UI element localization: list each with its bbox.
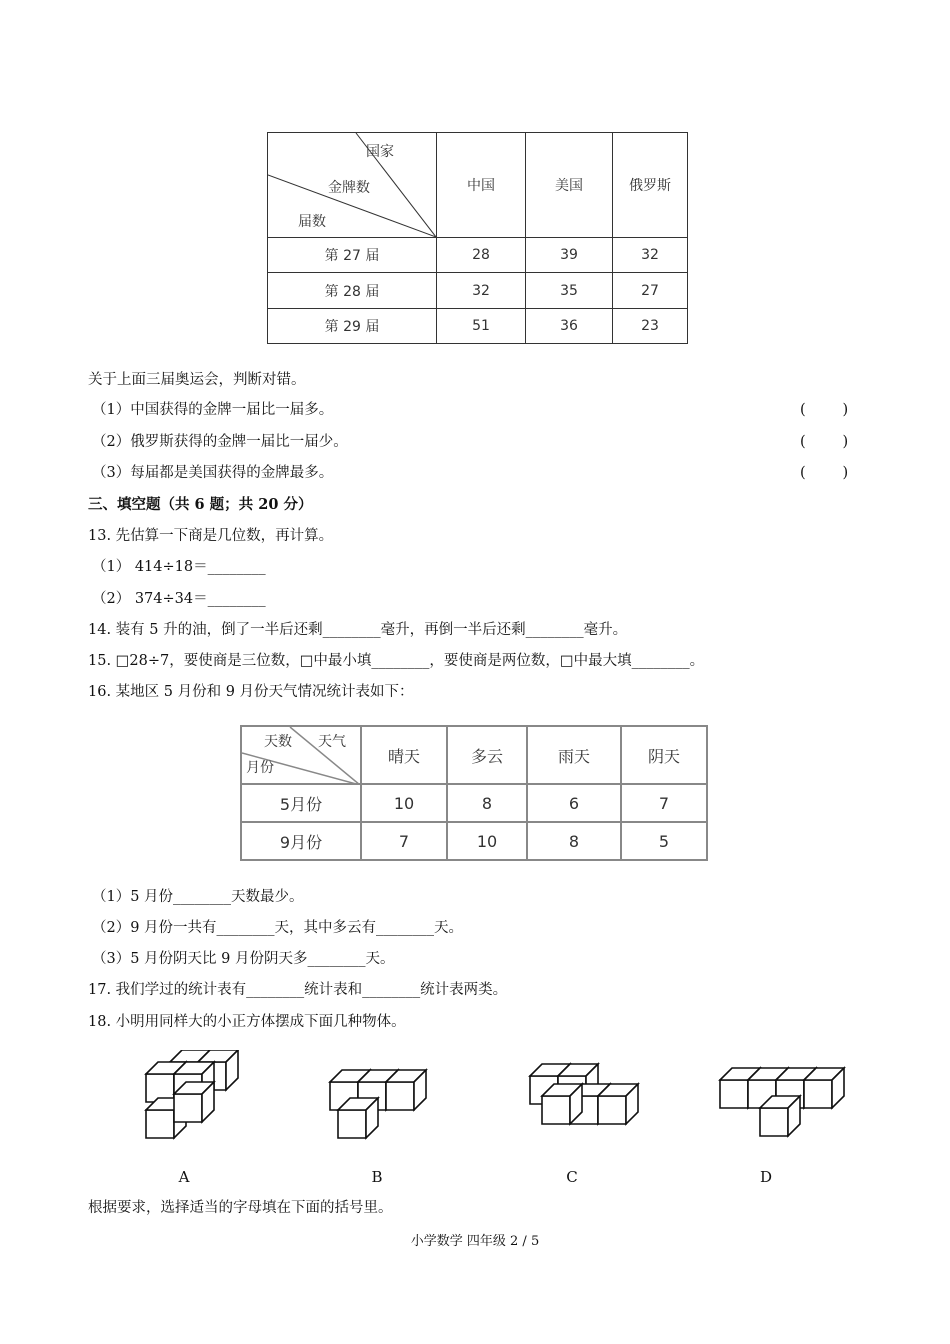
page-footer: 小学数学 四年级 2 / 5 bbox=[410, 1234, 540, 1249]
answer-paren[interactable]: ( ) bbox=[800, 434, 849, 450]
q18-stem: 18. 小明用同样大的小正方体摆成下面几种物体。 bbox=[88, 1014, 406, 1030]
cube-figures bbox=[130, 1050, 850, 1150]
row-label: 5月份 bbox=[241, 784, 361, 822]
q12-item-1: （1）中国获得的金牌一届比一届多。 bbox=[92, 402, 334, 418]
header-country: 国家 bbox=[366, 144, 394, 160]
q13-item-2: （2） 374÷34＝________ bbox=[92, 591, 266, 607]
table-cell: 6 bbox=[527, 784, 621, 822]
answer-paren[interactable]: ( ) bbox=[800, 465, 849, 481]
table-cell: 23 bbox=[613, 309, 688, 344]
header-days: 天数 bbox=[264, 734, 292, 750]
weather-table bbox=[240, 725, 708, 861]
header-medals: 金牌数 bbox=[328, 180, 370, 196]
caption-d: D bbox=[759, 1168, 773, 1186]
column-header: 阴天 bbox=[621, 726, 707, 784]
q17: 17. 我们学过的统计表有________统计表和________统计表两类。 bbox=[88, 982, 508, 998]
table-cell: 8 bbox=[527, 822, 621, 860]
table-cell: 5 bbox=[621, 822, 707, 860]
caption-a: A bbox=[178, 1168, 190, 1186]
q14: 14. 装有 5 升的油，倒了一半后还剩________毫升，再倒一半后还剩________毫升。 bbox=[88, 622, 628, 638]
column-header: 晴天 bbox=[361, 726, 447, 784]
q16-item-2: （2）9 月份一共有________天，其中多云有________天。 bbox=[92, 920, 464, 936]
q18-after: 根据要求，选择适当的字母填在下面的括号里。 bbox=[88, 1200, 393, 1216]
table-cell: 32 bbox=[613, 238, 688, 273]
table-cell: 32 bbox=[437, 273, 526, 309]
table-cell: 51 bbox=[437, 309, 526, 344]
row-label: 第 29 届 bbox=[268, 309, 437, 344]
section-title: 三、填空题（共 6 题；共 20 分） bbox=[88, 496, 313, 513]
q12-intro: 关于上面三届奥运会，判断对错。 bbox=[88, 372, 306, 388]
table-cell: 10 bbox=[447, 822, 527, 860]
q15: 15. □28÷7，要使商是三位数，□中最小填________，要使商是两位数，□中最大填________。 bbox=[88, 653, 705, 669]
q16-stem: 16. 某地区 5 月份和 9 月份天气情况统计表如下： bbox=[88, 684, 414, 700]
table-cell: 39 bbox=[526, 238, 613, 273]
table-cell: 7 bbox=[621, 784, 707, 822]
figure-d bbox=[720, 1068, 844, 1136]
q12-item-3: （3）每届都是美国获得的金牌最多。 bbox=[92, 465, 334, 481]
q12-item-2: （2）俄罗斯获得的金牌一届比一届少。 bbox=[92, 434, 348, 450]
caption-c: C bbox=[566, 1168, 578, 1186]
row-label: 第 28 届 bbox=[268, 273, 437, 309]
table-cell: 28 bbox=[437, 238, 526, 273]
row-label: 第 27 届 bbox=[268, 238, 437, 273]
column-header: 多云 bbox=[447, 726, 527, 784]
q16-item-3: （3）5 月份阴天比 9 月份阴天多________天。 bbox=[92, 951, 395, 967]
table-cell: 27 bbox=[613, 273, 688, 309]
column-header: 美国 bbox=[526, 133, 613, 238]
table-cell: 8 bbox=[447, 784, 527, 822]
table-cell: 36 bbox=[526, 309, 613, 344]
table-cell: 7 bbox=[361, 822, 447, 860]
figure-b bbox=[330, 1070, 426, 1138]
header-month: 月份 bbox=[246, 760, 274, 776]
weather-header-diagonal bbox=[241, 726, 361, 784]
q16-item-1: （1）5 月份________天数最少。 bbox=[92, 889, 304, 905]
header-weather: 天气 bbox=[318, 734, 346, 750]
medal-table-header-diagonal bbox=[268, 133, 437, 238]
column-header: 俄罗斯 bbox=[613, 133, 688, 238]
q13-stem: 13. 先估算一下商是几位数，再计算。 bbox=[88, 528, 334, 544]
caption-b: B bbox=[371, 1168, 383, 1186]
medal-table bbox=[267, 132, 688, 344]
header-edition: 届数 bbox=[298, 214, 326, 230]
table-cell: 35 bbox=[526, 273, 613, 309]
q13-item-1: （1） 414÷18＝________ bbox=[92, 559, 266, 575]
row-label: 9月份 bbox=[241, 822, 361, 860]
column-header: 中国 bbox=[437, 133, 526, 238]
figure-a bbox=[146, 1050, 238, 1138]
figure-c bbox=[530, 1064, 638, 1124]
table-cell: 10 bbox=[361, 784, 447, 822]
answer-paren[interactable]: ( ) bbox=[800, 402, 849, 418]
column-header: 雨天 bbox=[527, 726, 621, 784]
